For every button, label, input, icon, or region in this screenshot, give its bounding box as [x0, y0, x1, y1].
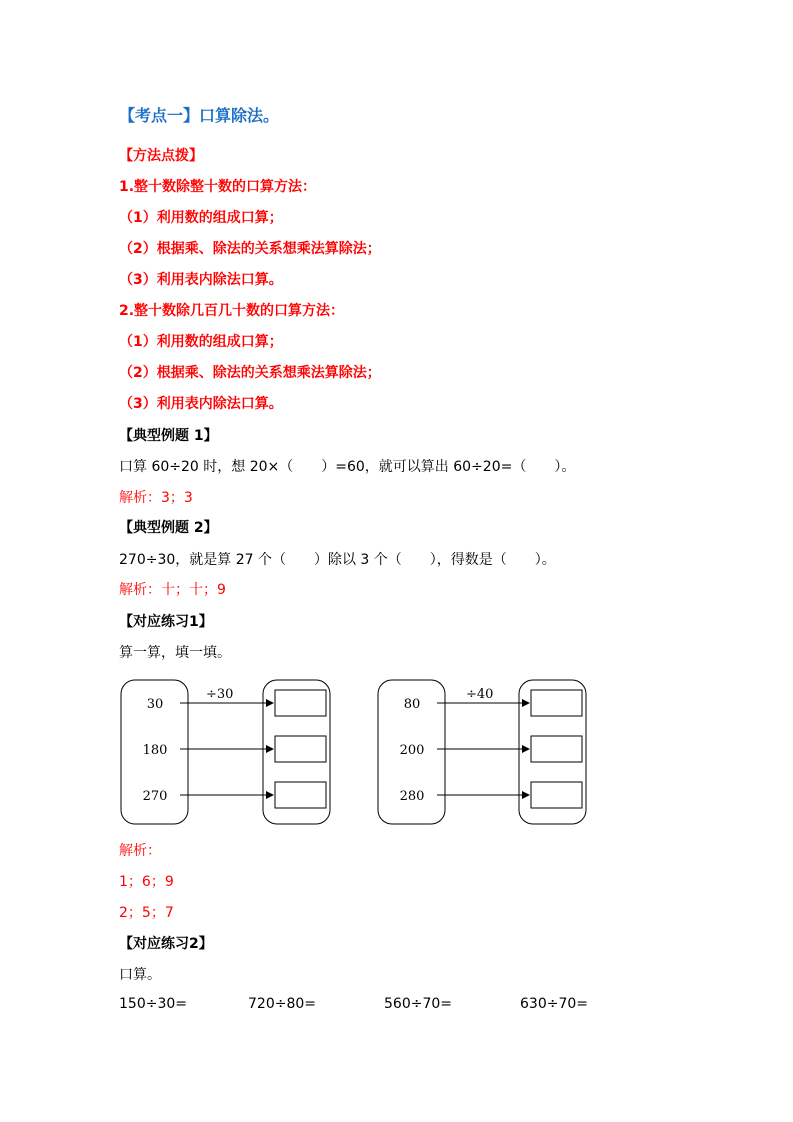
- answer-box[interactable]: [275, 782, 326, 808]
- answer-box[interactable]: [531, 782, 582, 808]
- method-line: （2）根据乘、除法的关系想乘法算除法；: [119, 365, 381, 381]
- diagram-right: [378, 680, 586, 824]
- example2-question: 270÷30，就是算 27 个（ ）除以 3 个（ ），得数是（ ）。: [119, 552, 556, 568]
- method-heading: 【方法点拨】: [119, 148, 203, 164]
- input-value: 30: [146, 697, 164, 712]
- method-line: （1）利用数的组成口算；: [119, 210, 283, 226]
- problem: 630÷70=: [520, 996, 588, 1012]
- input-value: 80: [403, 697, 421, 712]
- method-line: 1.整十数除整十数的口算方法：: [119, 179, 317, 195]
- practice2-instruction: 口算。: [119, 967, 161, 983]
- method-line: 2.整十数除几百几十数的口算方法：: [119, 303, 345, 319]
- problem: 150÷30=: [119, 996, 187, 1012]
- practice1-answer: 2；5；7: [119, 905, 174, 921]
- problem: 720÷80=: [248, 996, 316, 1012]
- practice1-heading: 【对应练习1】: [119, 614, 213, 630]
- answer-box[interactable]: [531, 736, 582, 762]
- method-line: （3）利用表内除法口算。: [119, 396, 283, 412]
- answer-box[interactable]: [275, 690, 326, 716]
- practice1-answer: 1；6；9: [119, 874, 174, 890]
- example1-heading: 【典型例题 1】: [119, 428, 218, 444]
- practice2-problems: [0, 996, 793, 1018]
- example2-heading: 【典型例题 2】: [119, 520, 218, 536]
- example1-question: 口算 60÷20 时，想 20×（ ）=60，就可以算出 60÷20=（ ）。: [119, 459, 576, 475]
- operator-label: ÷30: [206, 687, 234, 702]
- method-line: （1）利用数的组成口算；: [119, 334, 283, 350]
- practice1-instruction: 算一算，填一填。: [119, 645, 231, 661]
- method-line: （3）利用表内除法口算。: [119, 272, 283, 288]
- section-title: 【考点一】口算除法。: [119, 106, 280, 125]
- example2-answer: 解析：十；十；9: [119, 582, 226, 598]
- method-line: （2）根据乘、除法的关系想乘法算除法；: [119, 241, 381, 257]
- input-value: 270: [142, 789, 168, 804]
- example1-answer: 解析：3；3: [119, 490, 193, 506]
- diagram-left: [121, 680, 330, 824]
- input-value: 280: [399, 789, 425, 804]
- input-value: 200: [399, 743, 425, 758]
- answer-box[interactable]: [531, 690, 582, 716]
- practice1-answer-label: 解析：: [119, 843, 161, 859]
- operator-label: ÷40: [466, 687, 494, 702]
- input-value: 180: [142, 743, 168, 758]
- answer-box[interactable]: [275, 736, 326, 762]
- practice2-heading: 【对应练习2】: [119, 936, 213, 952]
- problem: 560÷70=: [384, 996, 452, 1012]
